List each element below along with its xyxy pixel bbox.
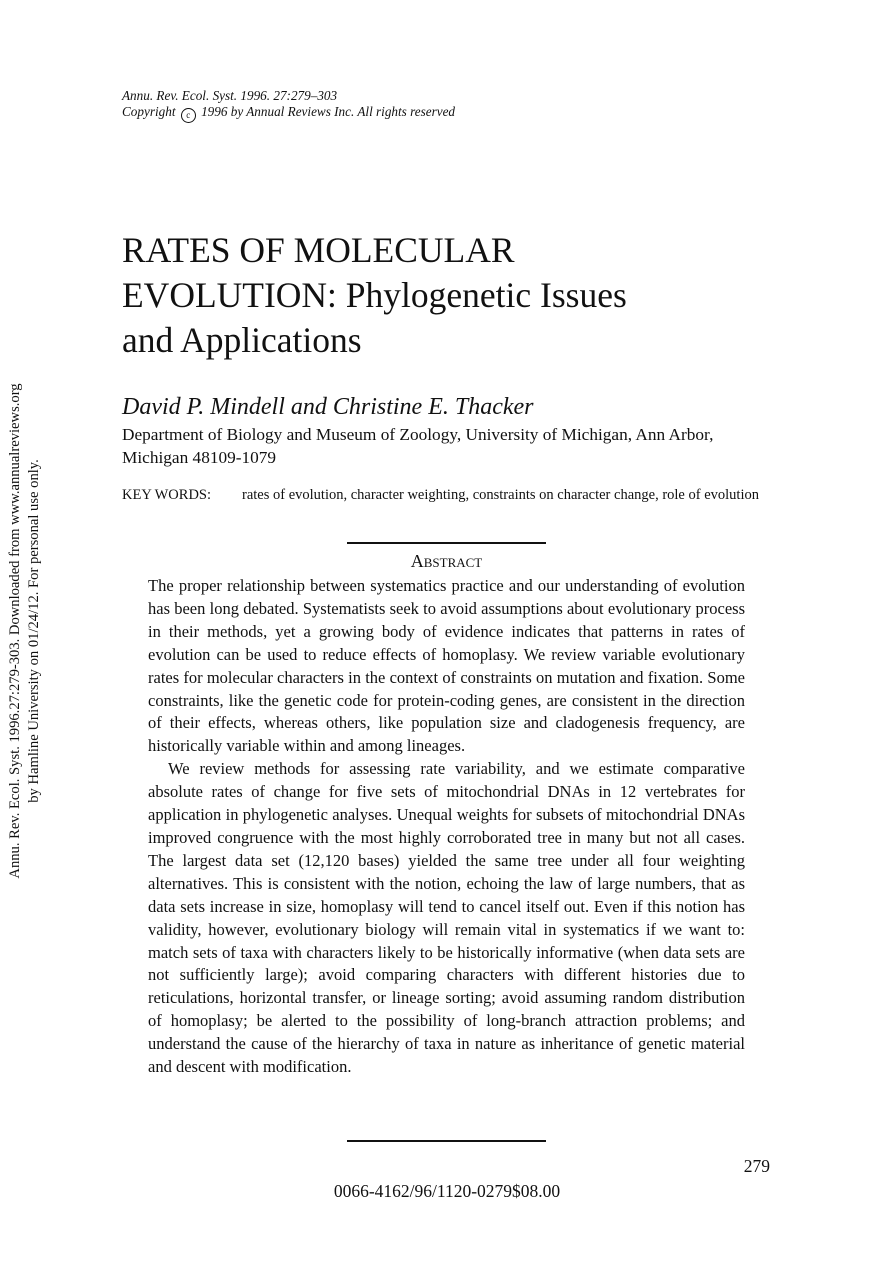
download-watermark-line1: Annu. Rev. Ecol. Syst. 1996.27:279-303. Downloaded from www.annualreviews.org [7,383,23,879]
abstract-top-rule [347,542,546,544]
page-number: 279 [743,1156,770,1176]
affiliation: Department of Biology and Museum of Zoology, University of Michigan, Ann Arbor, Michigan 48109-1079 [122,425,714,467]
journal-header [122,88,455,123]
authors: David P. Mindell and Christine E. Thacker [122,394,534,420]
download-watermark [4,346,44,916]
title-line: EVOLUTION: Phylogenetic Issues [122,275,627,315]
title-line: and Applications [122,320,362,360]
keywords-text: rates of evolution, character weighting, constraints on character change, role of evolution [242,487,759,503]
abstract-body [148,575,745,1079]
abstract-paragraph: The proper relationship between systematics practice and our understanding of evolution has been long debated. Systematists seek to avoid assumptions about evolutionary process in their methods, yet a growing body of evidence indicates that patterns in rates of evolution can be used to reduce effects of homoplasy. We review variable evolutionary rates for molecular characters in the context of constraints on mutation and fixation. Some constraints, like the genetic code for protein-coding genes, are consistent in the direction of their effects, whereas others, like population size and cladogenesis frequency, are historically variable within and among lineages. [148,576,745,756]
journal-citation: Annu. Rev. Ecol. Syst. 1996. 27:279–303 [122,88,338,103]
copyright-icon: c [181,108,196,123]
download-watermark-line2: by Hamline University on 01/24/12. For personal use only. [26,459,42,803]
keywords-label: KEY WORDS: [122,487,212,503]
issn-price-line: 0066-4162/96/1120-0279$08.00 [333,1181,561,1201]
copyright-prefix: Copyright [122,104,176,119]
article-title [122,228,742,363]
abstract-bottom-rule [347,1140,546,1142]
copyright-line [122,104,455,123]
abstract-heading: Abstract [410,551,483,571]
abstract-paragraph: We review methods for assessing rate variability, and we estimate comparative absolute rates of change for five sets of mitochondrial DNAs in 12 vertebrates for application in phylogenetic analyses. Unequal weights for subsets of mitochondrial DNAs improved congruence with the most highly corroborated tree in many but not all cases. The largest data set (12,120 bases) yielded the same tree under all four weighting alternatives. This is consistent with the notion, echoing the law of large numbers, that as data sets increase in size, homoplasy will tend to cancel itself out. Even if this notion has validity, however, evolutionary biology will remain vital in systematics if we want to: match sets of taxa with characters likely to be historically informative (when data sets are not sufficiently large); avoid comparing characters with different histories due to reticulations, horizontal transfer, or lineage sorting; avoid assuming random distribution of homoplasy; be alerted to the possibility of long-branch attraction problems; and understand the cause of the hierarchy of taxa in nature as inheritance of genetic material and descent with modification. [148,759,745,1077]
copyright-suffix: 1996 by Annual Reviews Inc. All rights reserved [197,104,456,119]
title-line: RATES OF MOLECULAR [122,230,515,270]
